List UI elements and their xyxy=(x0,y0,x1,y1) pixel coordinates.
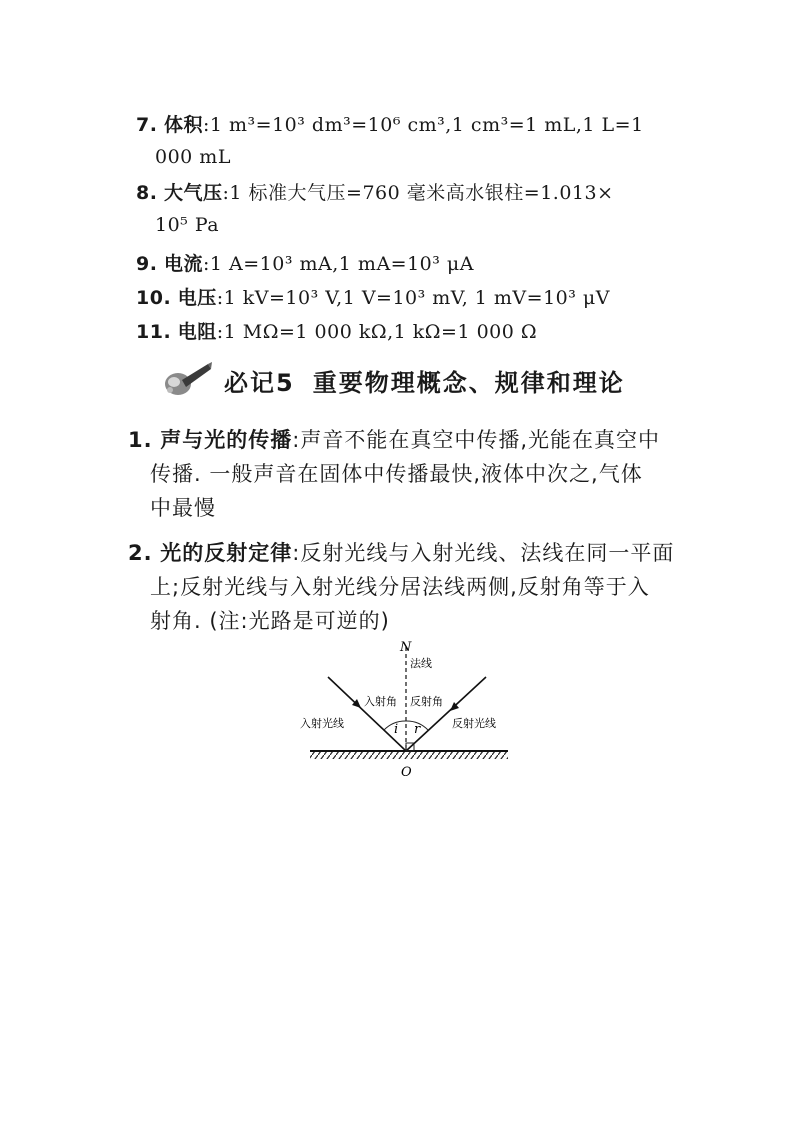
normal-label: 法线 xyxy=(410,657,432,670)
item-text: :1 标准大气压=760 毫米高水银柱=1.013× xyxy=(222,182,614,204)
unit-item-current xyxy=(136,249,474,276)
unit-item-volume xyxy=(136,110,644,137)
item-text: :1 A=10³ mA,1 mA=10³ μA xyxy=(203,253,474,275)
mirror-hatch xyxy=(310,751,508,759)
reflect-angle-label: 反射角 xyxy=(410,695,443,708)
item-number: 2. xyxy=(128,541,153,565)
item-term: 大气压 xyxy=(164,182,223,204)
item-number: 1. xyxy=(128,428,153,452)
item-number: 11. xyxy=(136,321,172,343)
item-continuation: 10⁵ Pa xyxy=(155,214,220,236)
angle-r: r xyxy=(414,722,421,737)
item-text: :声音不能在真空中传播,光能在真空中 xyxy=(292,428,661,452)
section-title xyxy=(224,363,625,398)
item-term: 声与光的传播 xyxy=(160,428,293,452)
section-label: 必记5 xyxy=(224,368,295,397)
point-o: O xyxy=(401,765,412,780)
item-continuation: 射角. (注:光路是可逆的) xyxy=(150,609,390,633)
item-term: 光的反射定律 xyxy=(160,541,293,565)
section-heading: 重要物理概念、规律和理论 xyxy=(312,368,625,397)
incident-ray xyxy=(328,677,406,751)
item-text: :反射光线与入射光线、法线在同一平面 xyxy=(292,541,675,565)
reflected-ray xyxy=(406,677,486,751)
item-text: :1 MΩ=1 000 kΩ,1 kΩ=1 000 Ω xyxy=(216,321,538,343)
item-text: :1 kV=10³ V,1 V=10³ mV, 1 mV=10³ μV xyxy=(216,287,610,309)
item-continuation: 传播. 一般声音在固体中传播最快,液体中次之,气体 xyxy=(150,462,643,486)
item-number: 8. xyxy=(136,182,158,204)
concept-reflection-law xyxy=(128,537,674,567)
reflection-diagram xyxy=(300,635,520,790)
angle-i: i xyxy=(394,722,399,737)
concept-sound-light xyxy=(128,424,660,454)
item-continuation: 中最慢 xyxy=(150,496,216,520)
unit-item-voltage xyxy=(136,283,610,310)
item-term: 电阻 xyxy=(177,321,217,343)
item-number: 10. xyxy=(136,287,172,309)
incident-angle-label: 入射角 xyxy=(364,695,397,708)
item-term: 电压 xyxy=(177,287,217,309)
item-continuation: 000 mL xyxy=(155,146,231,168)
reflect-ray-label: 反射光线 xyxy=(452,717,496,730)
item-continuation: 上;反射光线与入射光线分居法线两侧,反射角等于入 xyxy=(150,575,650,599)
item-number: 9. xyxy=(136,253,158,275)
section-header xyxy=(160,360,625,400)
item-term: 电流 xyxy=(164,253,204,275)
incident-ray-label: 入射光线 xyxy=(300,717,344,730)
unit-item-pressure xyxy=(136,178,614,205)
pencil-hand-icon xyxy=(160,360,212,400)
unit-item-resistance xyxy=(136,317,537,344)
item-term: 体积 xyxy=(164,114,204,136)
normal-letter: N xyxy=(400,640,412,655)
item-number: 7. xyxy=(136,114,158,136)
item-text: :1 m³=10³ dm³=10⁶ cm³,1 cm³=1 mL,1 L=1 xyxy=(203,114,644,136)
